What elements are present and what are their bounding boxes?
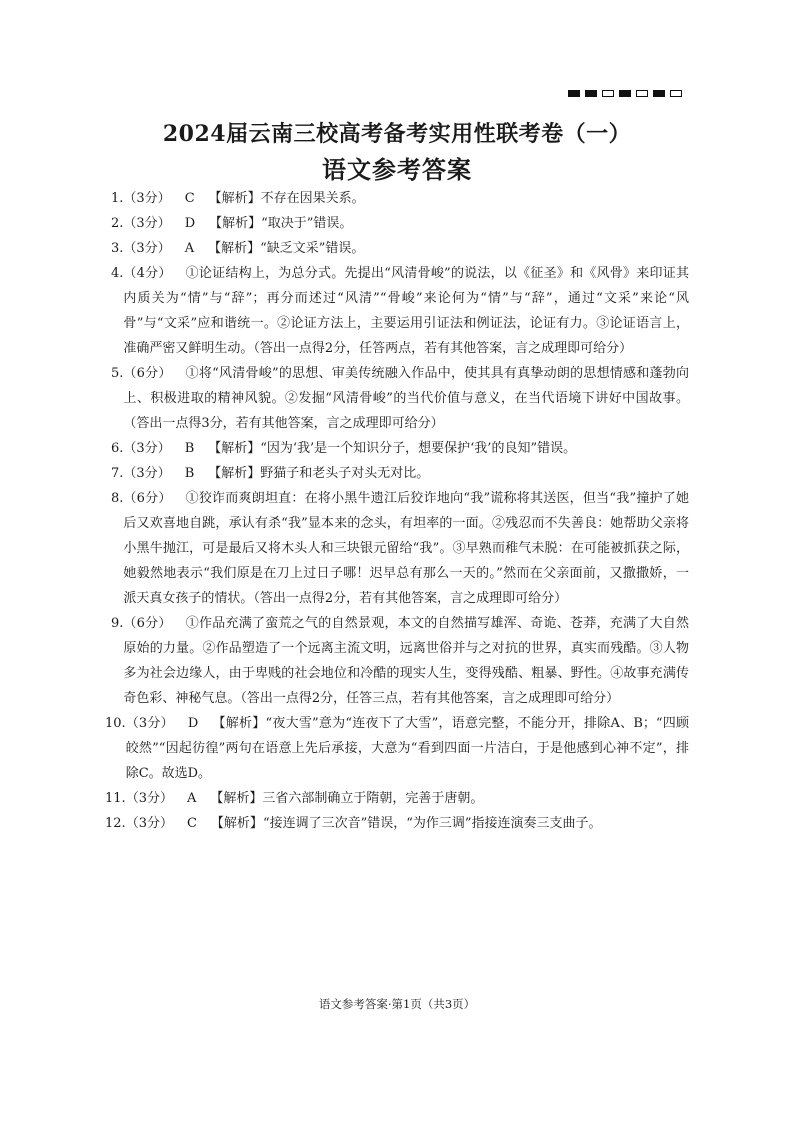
answer-text: “取决于”错误。 bbox=[261, 216, 353, 231]
question-number: 10. bbox=[105, 716, 126, 731]
mark-block bbox=[670, 90, 682, 97]
answer-text: 野猫子和老头子对头无对比。 bbox=[260, 466, 430, 481]
answer-choice: C bbox=[186, 816, 197, 831]
mark-block bbox=[636, 90, 648, 97]
mark-block bbox=[653, 90, 665, 97]
question-number: 11. bbox=[105, 791, 126, 806]
answer-item bbox=[105, 811, 689, 836]
page-footer: 语文参考答案·第1页（共3页） bbox=[318, 997, 476, 1011]
answer-choice: A bbox=[184, 241, 195, 256]
question-score: （6分） bbox=[123, 616, 172, 631]
print-marks bbox=[568, 90, 682, 97]
answer-body bbox=[123, 361, 689, 436]
mark-block bbox=[602, 90, 614, 97]
answer-choice: D bbox=[184, 216, 196, 231]
question-score: （3分） bbox=[123, 216, 171, 231]
question-number: 8. bbox=[111, 491, 124, 506]
answer-body bbox=[126, 786, 689, 811]
question-number: 9. bbox=[111, 616, 124, 631]
answer-body bbox=[126, 711, 689, 786]
question-score: （3分） bbox=[125, 716, 174, 731]
answer-text: “夜大雪”意为“连夜下了大雪”，语意完整，不能分开，排除A、B；“四顾皎然”“因起彷徨”两句在语意上先后承接，大意为“看到四面一片洁白，于是他感到心神不定”，排除C。故选D。 bbox=[125, 716, 689, 781]
answer-item bbox=[111, 186, 689, 211]
answer-text: ①将“风清骨峻”的思想、审美传统融入作品中，使其具有真挚动朗的思想情感和蓬勃向上、积极进取的精神风貌。②发掘“风清骨峻”的当代价值与意义，在当代语境下讲好中国故事。（答出一点得3分，若有其他答案，言之成理即可给分） bbox=[123, 366, 689, 431]
question-score: （3分） bbox=[125, 816, 173, 831]
answer-choice: A bbox=[186, 791, 197, 806]
answer-text: “因为‘我’是一个知识分子，想要保护‘我’的良知”错误。 bbox=[260, 441, 577, 456]
answer-text: ①狡诈而爽朗坦直：在将小黑牛遗江后狡诈地向“我”谎称将其送医，但当“我”撞护了她后又欢喜地自跳，承认有杀“我”显本来的念头，有坦率的一面。②残忍而不失善良：她帮助父亲将小黑牛抛江，可是最后又将木头人和三块银元留给“我”。③早熟而稚气未脱：在可能被抓获之际，她毅然地表示“我们原是在刀上过日子哪！迟早总有那么一天的。”然而在父亲面前，又撒撒娇，一派天真女孩子的情状。（答出一点得2分，若有其他答案，言之成理即可给分） bbox=[123, 491, 689, 606]
answer-choice: C bbox=[184, 191, 195, 206]
analysis-tag: 【解析】 bbox=[210, 791, 263, 806]
question-number: 6. bbox=[111, 441, 124, 456]
analysis-tag: 【解析】 bbox=[210, 816, 263, 831]
answer-text: “接连调了三次音”错误，“为作三调”指接连演奏三支曲子。 bbox=[262, 816, 602, 831]
analysis-tag: 【解析】 bbox=[208, 441, 261, 456]
answer-body bbox=[123, 461, 689, 486]
question-number: 12. bbox=[105, 816, 126, 831]
answer-body bbox=[123, 436, 689, 461]
answer-body bbox=[126, 811, 689, 836]
answer-item bbox=[111, 486, 689, 611]
answer-item bbox=[111, 211, 689, 236]
analysis-tag: 【解析】 bbox=[208, 466, 261, 481]
answer-choice: D bbox=[187, 716, 199, 731]
answer-item bbox=[111, 461, 689, 486]
answer-choice: B bbox=[184, 441, 195, 456]
answer-item bbox=[105, 711, 689, 786]
question-number: 2. bbox=[111, 216, 124, 231]
mark-block bbox=[568, 90, 580, 97]
question-number: 1. bbox=[111, 191, 124, 206]
answer-key-title: 语文参考答案 bbox=[322, 155, 472, 184]
analysis-tag: 【解析】 bbox=[212, 716, 266, 731]
answer-text: 不存在因果关系。 bbox=[260, 191, 365, 206]
analysis-tag: 【解析】 bbox=[208, 241, 261, 256]
question-score: （3分） bbox=[123, 441, 171, 456]
question-number: 4. bbox=[111, 266, 124, 281]
answer-text: ①论证结构上，为总分式。先提出“风清骨峻”的说法，以《征圣》和《风骨》来印证其内质关为“情”与“辞”；再分而述过“风清”“骨峻”来论何为“情”与“辞”，通过“文采”来论“风骨”与“文采”应和谐统一。②论证方法上，主要运用引证法和例证法，论证有力。③论证语言上，准确严密又鲜明生动。（答出一点得2分，任答两点，若有其他答案，言之成理即可给分） bbox=[123, 266, 689, 356]
answer-body bbox=[123, 211, 689, 236]
exam-title: 2024届云南三校高考备考实用性联考卷（一） bbox=[162, 121, 632, 147]
answer-body bbox=[123, 261, 689, 361]
answer-body bbox=[123, 236, 689, 261]
answer-body bbox=[123, 486, 689, 611]
answer-text: 三省六部制确立于隋朝，完善于唐朝。 bbox=[262, 791, 484, 806]
mark-block bbox=[585, 90, 597, 97]
question-number: 3. bbox=[111, 241, 124, 256]
answer-item bbox=[111, 361, 689, 436]
question-score: （6分） bbox=[123, 366, 172, 381]
answer-body bbox=[123, 611, 689, 711]
mark-block bbox=[619, 90, 631, 97]
answer-item bbox=[111, 261, 689, 361]
answer-body bbox=[123, 186, 689, 211]
answer-text: ①作品充满了蛮荒之气的自然景观，本文的自然描写雄浑、奇诡、苍莽，充满了大自然原始的力量。②作品塑造了一个远离主流文明，远离世俗并与之对抗的世界，真实而残酷。③人物多为社会边缘人，由于卑贱的社会地位和冷酷的现实人生，变得残酷、粗暴、野性。④故事充满传奇色彩、神秘气息。（答出一点得2分，任答三点，若有其他答案，言之成理即可给分） bbox=[123, 616, 689, 706]
answer-item bbox=[111, 611, 689, 711]
answer-choice: B bbox=[184, 466, 195, 481]
question-score: （6分） bbox=[123, 491, 172, 506]
question-score: （4分） bbox=[123, 266, 172, 281]
question-score: （3分） bbox=[125, 791, 173, 806]
analysis-tag: 【解析】 bbox=[208, 191, 261, 206]
question-number: 7. bbox=[111, 466, 124, 481]
question-score: （3分） bbox=[123, 466, 171, 481]
answer-item bbox=[105, 786, 689, 811]
question-score: （3分） bbox=[123, 191, 171, 206]
question-score: （3分） bbox=[123, 241, 171, 256]
answer-item bbox=[111, 436, 689, 461]
analysis-tag: 【解析】 bbox=[209, 216, 262, 231]
answer-list bbox=[105, 186, 689, 836]
question-number: 5. bbox=[111, 366, 124, 381]
answer-item bbox=[111, 236, 689, 261]
answer-text: “缺乏文采”错误。 bbox=[260, 241, 365, 256]
